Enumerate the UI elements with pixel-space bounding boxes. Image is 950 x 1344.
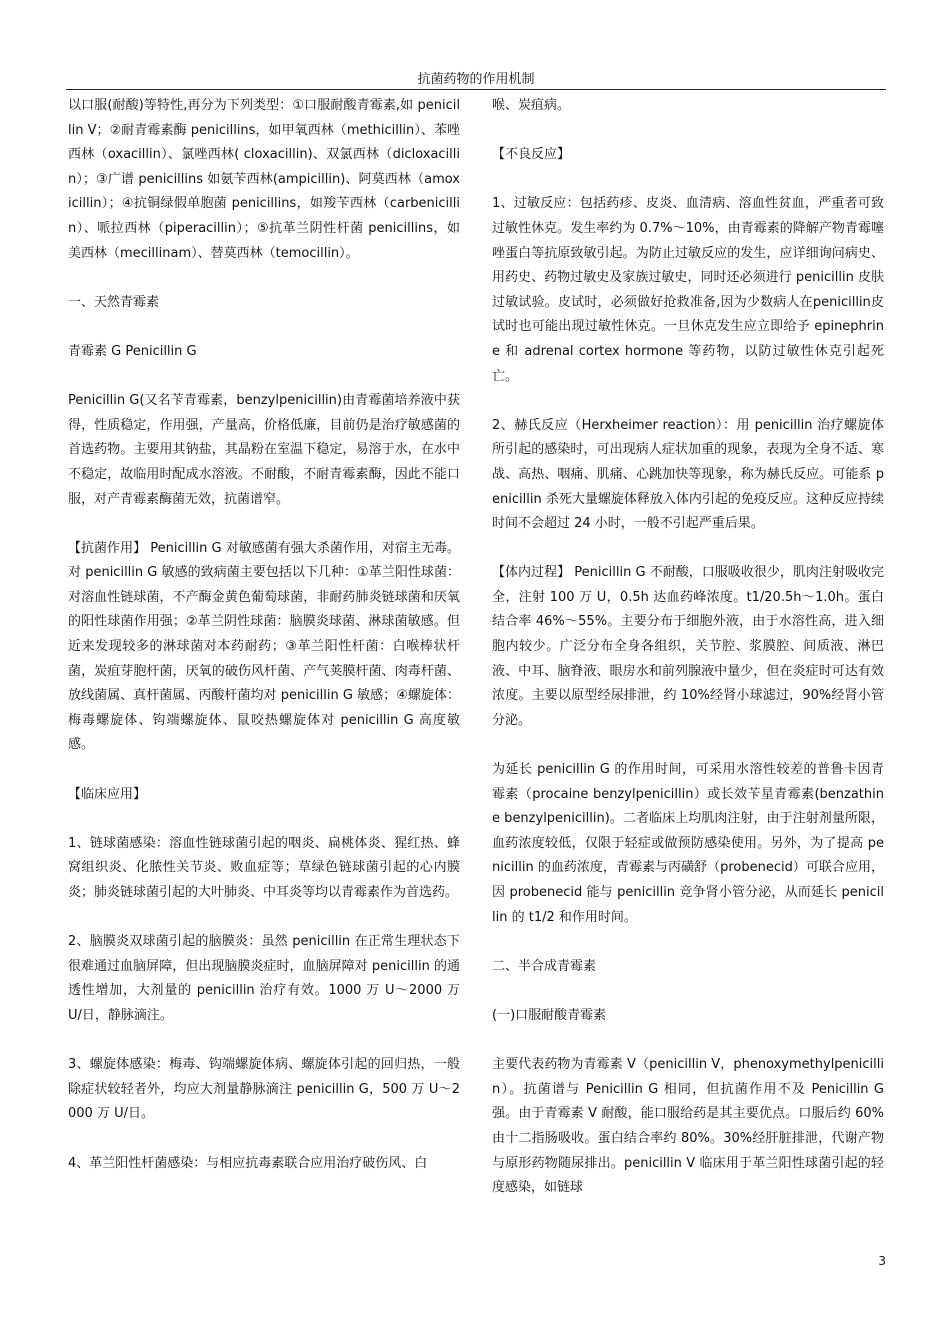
adverse-reaction-allergy: 1、过敏反应：包括药疹、皮炎、血清病、溶血性贫血，严重者可致过敏性休克。发生率约为 0.7%～10%，由青霉素的降解产物青霉噻唑蛋白等抗原致敏引起。为防止过敏反应的发生，应详细询问病史、用药史、药物过敏史及家族过敏史，同时还必须进行 penicillin 皮肤过敏试验。皮试时，必须做好抢救准备,因为少数病人在penicillin皮试时也可能出现过敏性休克。一旦休克发生应立即给予 epinephrine 和 adrenal cortex hormone 等药物，以防过敏性休克引起死亡。 bbox=[492, 196, 884, 384]
section-heading-semisynthetic: 二、半合成青霉素 bbox=[492, 958, 597, 974]
section-heading-natural-penicillin: 一、天然青霉素 bbox=[68, 294, 160, 310]
header-divider bbox=[66, 89, 886, 90]
clinical-use-heading: 【临床应用】 bbox=[68, 786, 147, 802]
clinical-use-item-4-continued: 喉、炭疽病。 bbox=[492, 98, 571, 113]
page-header-title: 抗菌药物的作用机制 bbox=[417, 72, 535, 87]
antibacterial-action-paragraph: 【抗菌作用】 Penicillin G 对敏感菌有强大杀菌作用，对宿主无毒。对 penicillin G 敏感的致病菌主要包括以下几种：①革兰阳性球菌：对溶血性链球菌，不产酶金黄色葡萄球菌，非耐药肺炎链球菌和厌氧的阳性球菌作用强；②革兰阴性球菌：脑膜炎球菌、淋球菌敏感。但近来发现较多的淋球菌对本药耐药；③革兰阳性杆菌：白喉棒状杆菌，炭疽芽胞杆菌，厌氧的破伤风杆菌、产气荚膜杆菌、肉毒杆菌、放线菌属、真杆菌属、丙酸杆菌均对 penicillin G 敏感；④螺旋体：梅毒螺旋体、钩端螺旋体、鼠咬热螺旋体对 penicillin G 高度敏感。 bbox=[68, 540, 460, 753]
long-acting-penicillin-paragraph: 为延长 penicillin G 的作用时间，可采用水溶性较差的普鲁卡因青霉素（procaine benzylpenicillin）或长效苄星青霉素(benzathine benzylpenicillin)。二者临床上均肌肉注射，由于注射剂量所限，血药浓度较低，仅限于轻症或做预防感染使用。另外，为了提高 penicillin 的血药浓度，青霉素与丙磺舒（probenecid）可联合应用，因 probenecid 能与 penicillin 竞争肾小管分泌，从而延长 penicillin 的 t1/2 和作用时间。 bbox=[492, 762, 884, 925]
adverse-reactions-heading: 【不良反应】 bbox=[492, 147, 571, 163]
clinical-use-item-2: 2、脑膜炎双球菌引起的脑膜炎：虽然 penicillin 在正常生理状态下很难通过血脑屏障，但出现脑膜炎症时，血脑屏障对 penicillin 的通透性增加，大剂量的 penicillin 治疗有效。1000 万 U～2000 万 U/日，静脉滴注。 bbox=[68, 934, 460, 1023]
page-number: 3 bbox=[878, 1254, 886, 1268]
right-column bbox=[492, 94, 884, 1234]
penicillin-classification-paragraph: 以口服(耐酸)等特性,再分为下列类型：①口服耐酸青霉素,如 penicillin V；②耐青霉素酶 penicillins，如甲氧西林（methicillin）、苯唑西林（oxacillin）、氯唑西林( cloxacillin)、双氯西林（dicloxacillin）；③广谱 penicillins 如氨苄西林(ampicillin)、阿莫西林（amoxicillin）；④抗铜绿假单胞菌 penicillins，如羧苄西林（carbenicillin）、哌拉西林（piperacillin）；⑤抗革兰阴性杆菌 penicillins，如美西林（mecillinam）、替莫西林（temocillin）。 bbox=[68, 98, 460, 261]
clinical-use-item-3: 3、螺旋体感染：梅毒、钩端螺旋体病、螺旋体引起的回归热，一般除症状较轻者外，均应大剂量静脉滴注 penicillin G，500 万 U～2000 万 U/日。 bbox=[68, 1057, 460, 1122]
subsection-heading-penicillin-g: 青霉素 G Penicillin G bbox=[68, 343, 197, 359]
clinical-use-item-4: 4、革兰阳性杆菌感染：与相应抗毒素联合应用治疗破伤风、白 bbox=[68, 1155, 428, 1171]
penicillin-g-intro-paragraph: Penicillin G(又名苄青霉素，benzylpenicillin)由青霉菌培养液中获得，性质稳定，作用强，产量高，价格低廉，目前仍是治疗敏感菌的首选药物。主要用其钠盐，其晶粉在室温下稳定，易溶于水，在水中不稳定，故临用时配成水溶液。不耐酸，不耐青霉素酶，因此不能口服，对产青霉素酶菌无效，抗菌谱窄。 bbox=[68, 393, 460, 507]
subsection-heading-oral-acid-resistant: (一)口服耐酸青霉素 bbox=[492, 1007, 607, 1023]
adverse-reaction-herxheimer: 2、赫氏反应（Herxheimer reaction）：用 penicillin 治疗螺旋体所引起的感染时，可出现病人症状加重的现象，表现为全身不适、寒战、高热、咽痛、肌痛、心跳加快等现象，称为赫氏反应。可能系 penicillin 杀死大量螺旋体释放入体内引起的免疫反应。这种反应持续时间不会超过 24 小时，一般不引起严重后果。 bbox=[492, 417, 884, 532]
pharmacokinetics-paragraph: 【体内过程】 Penicillin G 不耐酸，口服吸收很少，肌肉注射吸收完全，注射 100 万 U，0.5h 达血药峰浓度。t1/20.5h～1.0h。蛋白结合率 46%～55%。主要分布于细胞外液，由于水溶性高，进入细胞内较少。广泛分布全身各组织，关节腔、浆膜腔、间质液、淋巴液、中耳、脑脊液、眼房水和前列腺液中量少，但在炎症时可达有效浓度。主要以原型经尿排泄，约 10%经肾小球滤过，90%经肾小管分泌。 bbox=[492, 565, 884, 728]
clinical-use-item-1: 1、链球菌感染：溶血性链球菌引起的咽炎、扁桃体炎、猩红热、蜂窝组织炎、化脓性关节炎、败血症等；草绿色链球菌引起的心内膜炎；肺炎链球菌引起的大叶肺炎、中耳炎等均以青霉素作为首选药。 bbox=[68, 835, 460, 900]
left-column bbox=[68, 94, 460, 1234]
penicillin-v-paragraph: 主要代表药物为青霉素 V（penicillin V，phenoxymethylpenicillin）。抗菌谱与 Penicillin G 相同，但抗菌作用不及 Penicillin G 强。由于青霉素 V 耐酸，能口服给药是其主要优点。口服后约 60%由十二指肠吸收。蛋白结合率约 80%。30%经肝脏排泄，代谢产物与原形药物随尿排出。penicillin V 临床用于革兰阳性球菌引起的轻度感染，如链球 bbox=[492, 1057, 884, 1196]
